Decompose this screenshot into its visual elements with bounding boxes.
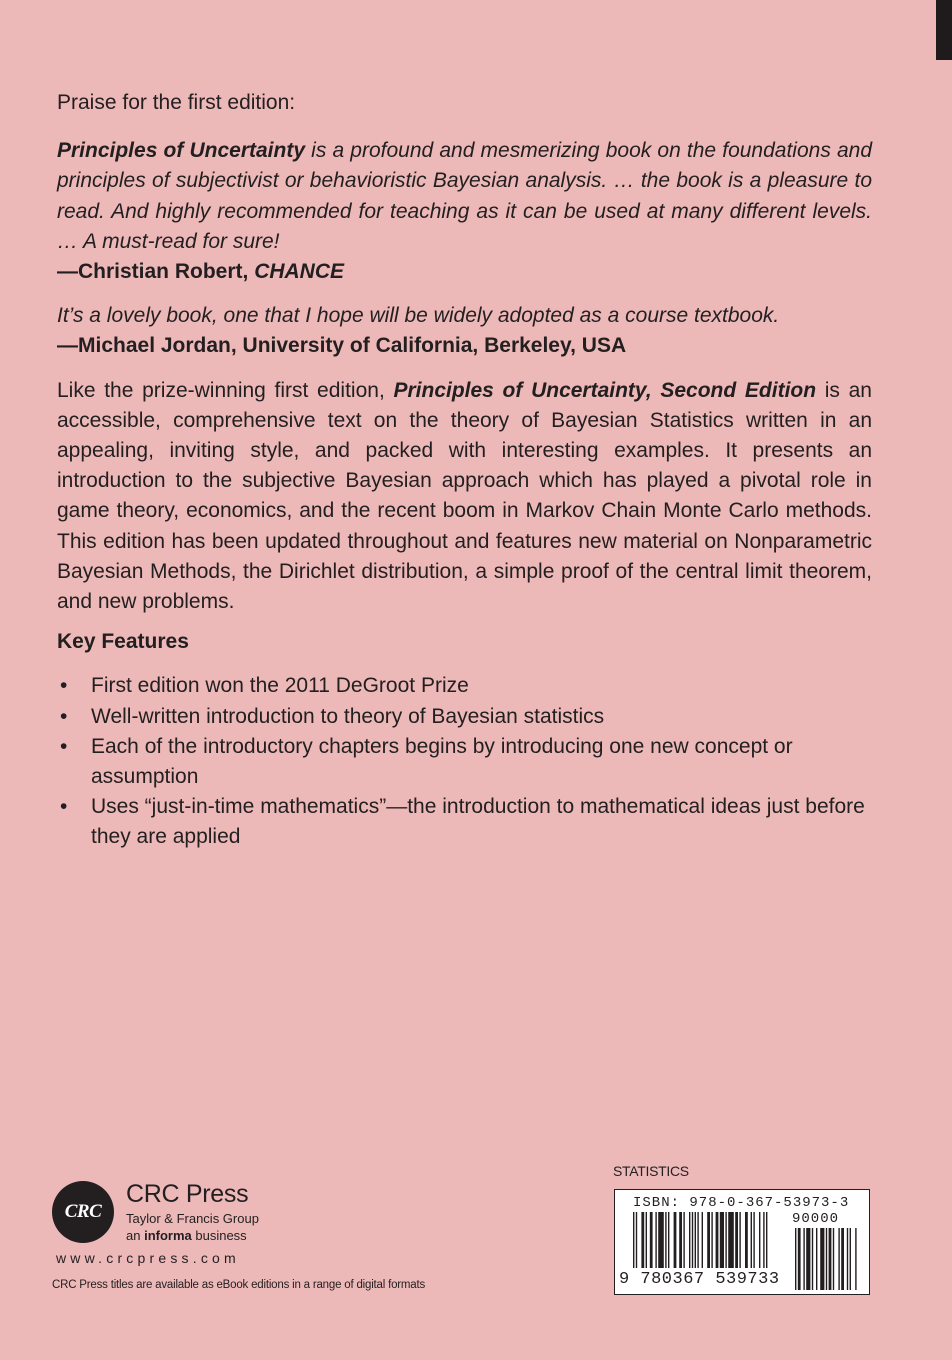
ebook-note: CRC Press titles are available as eBook editions in a range of digital formats — [52, 1279, 426, 1291]
barcode-bar — [683, 1212, 684, 1268]
barcode-bar — [751, 1212, 752, 1268]
feature-text: Each of the introductory chapters begins by introducing one new concept or assumption — [91, 734, 793, 789]
barcode-icon — [631, 1212, 789, 1268]
barcode-bar — [806, 1228, 810, 1290]
barcode-bar — [716, 1212, 719, 1268]
barcode-bar — [655, 1212, 656, 1268]
barcode-bar — [728, 1212, 734, 1268]
bullet-icon: • — [60, 704, 68, 728]
barcode-bar — [641, 1212, 644, 1268]
description-title: Principles of Uncertainty, Second Edition — [393, 378, 817, 402]
list-item — [57, 702, 872, 732]
bullet-icon: • — [60, 795, 68, 819]
barcode-bar — [695, 1212, 696, 1268]
barcode-bar — [763, 1212, 764, 1268]
list-item — [57, 732, 872, 792]
addon-text: 90000 — [792, 1211, 840, 1227]
barcode-bar — [795, 1228, 796, 1290]
barcode-box — [614, 1189, 870, 1295]
book-description — [57, 376, 872, 618]
list-item — [57, 792, 872, 852]
barcode-bar — [766, 1212, 767, 1268]
barcode-bar — [847, 1228, 848, 1290]
barcode-bar — [745, 1212, 748, 1268]
key-features-list — [57, 671, 872, 852]
isbn-text: ISBN: 978-0-367-53973-3 — [633, 1195, 850, 1211]
barcode-bar — [725, 1212, 726, 1268]
barcode-bar — [665, 1212, 666, 1268]
spine-edge — [936, 0, 952, 60]
barcode-bar — [646, 1212, 647, 1268]
barcode-bar — [753, 1212, 754, 1268]
quote-jordan: It’s a lovely book, one that I hope will be widely adopted as a course textbook. — [57, 304, 780, 328]
crc-logo: CRC — [52, 1181, 114, 1243]
publisher-informa — [126, 1228, 247, 1244]
praise-heading: Praise for the first edition: — [57, 91, 296, 114]
feature-text: Uses “just-in-time mathematics”—the introduction to mathematical ideas just before they are applied — [91, 795, 865, 849]
addon-barcode-icon — [793, 1228, 865, 1290]
barcode-bar — [650, 1212, 653, 1268]
barcode-bar — [689, 1212, 690, 1268]
barcode-bar — [720, 1212, 724, 1268]
barcode-bar — [697, 1212, 698, 1268]
quote-book-title: Principles of Uncertainty — [57, 139, 306, 163]
ean-text: 9 780367 539733 — [619, 1270, 780, 1289]
barcode-bar — [826, 1228, 827, 1290]
bullet-icon: • — [60, 674, 68, 698]
barcode-bar — [674, 1212, 677, 1268]
publisher-name: CRC Press — [126, 1180, 249, 1208]
barcode-bar — [820, 1228, 824, 1290]
barcode-bar — [707, 1212, 710, 1268]
informa-prefix: an — [126, 1228, 145, 1243]
barcode-bar — [739, 1212, 740, 1268]
publisher-url: www.crcpress.com — [56, 1250, 240, 1266]
barcode-bar — [841, 1228, 844, 1290]
attribution-robert-source: CHANCE — [254, 260, 345, 284]
barcode-bar — [829, 1228, 832, 1290]
category-label: STATISTICS — [613, 1163, 689, 1179]
barcode-bar — [735, 1212, 738, 1268]
barcode-bar — [833, 1228, 834, 1290]
barcode-bar — [633, 1212, 634, 1268]
barcode-bar — [816, 1228, 817, 1290]
attribution-jordan: —Michael Jordan, University of California, Berkeley, USA — [57, 334, 627, 358]
publisher-block — [52, 1178, 472, 1318]
barcode-bar — [692, 1212, 693, 1268]
bullet-icon: • — [60, 734, 68, 758]
quote-robert-text: is a profound and mesmerizing book on the foundations and principles of subjectivist or behavioristic Bayesian analysis. … the book is a pleasure to read. And highly recommended for teaching as it can be used at many different levels. … A must-read for sure! — [57, 139, 873, 253]
barcode-bar — [658, 1212, 664, 1268]
attribution-robert — [57, 257, 872, 287]
attribution-robert-name: —Christian Robert, — [57, 260, 255, 284]
barcode-bar — [838, 1228, 839, 1290]
barcode-bar — [812, 1228, 813, 1290]
key-features-heading: Key Features — [57, 630, 189, 654]
informa-suffix: business — [191, 1228, 247, 1243]
barcode-bar — [668, 1212, 669, 1268]
barcode-bar — [679, 1212, 682, 1268]
quote-robert — [57, 136, 872, 257]
feature-text: Well-written introduction to theory of Bayesian statistics — [91, 704, 605, 728]
barcode-bar — [798, 1228, 801, 1290]
barcode-bar — [636, 1212, 637, 1268]
barcode-bar — [855, 1228, 856, 1290]
back-cover-text — [57, 88, 872, 853]
barcode-bar — [711, 1212, 712, 1268]
barcode-bar — [803, 1228, 804, 1290]
description-text: is an accessible, comprehensive text on the theory of Bayesian Statistics written in an appealing, inviting style, and packed with interesting examples. It presents an introduction to the subjective Bayesian approach which has played a pivotal role in game theory, economics, and the recent boom in Markov Chain Monte Carlo methods. This edition has been updated throughout and features new material on Nonparametric Bayesian Methods, the Dirichlet distribution, a simple proof of the central limit theorem, and new problems. — [57, 378, 872, 614]
informa-word: informa — [144, 1228, 192, 1243]
description-lead: Like the prize-winning first edition, — [57, 378, 394, 402]
barcode-bar — [850, 1228, 851, 1290]
list-item — [57, 671, 872, 701]
publisher-group: Taylor & Francis Group — [126, 1211, 259, 1226]
barcode-bar — [702, 1212, 703, 1268]
feature-text: First edition won the 2011 DeGroot Prize — [91, 674, 469, 698]
barcode-bar — [759, 1212, 760, 1268]
